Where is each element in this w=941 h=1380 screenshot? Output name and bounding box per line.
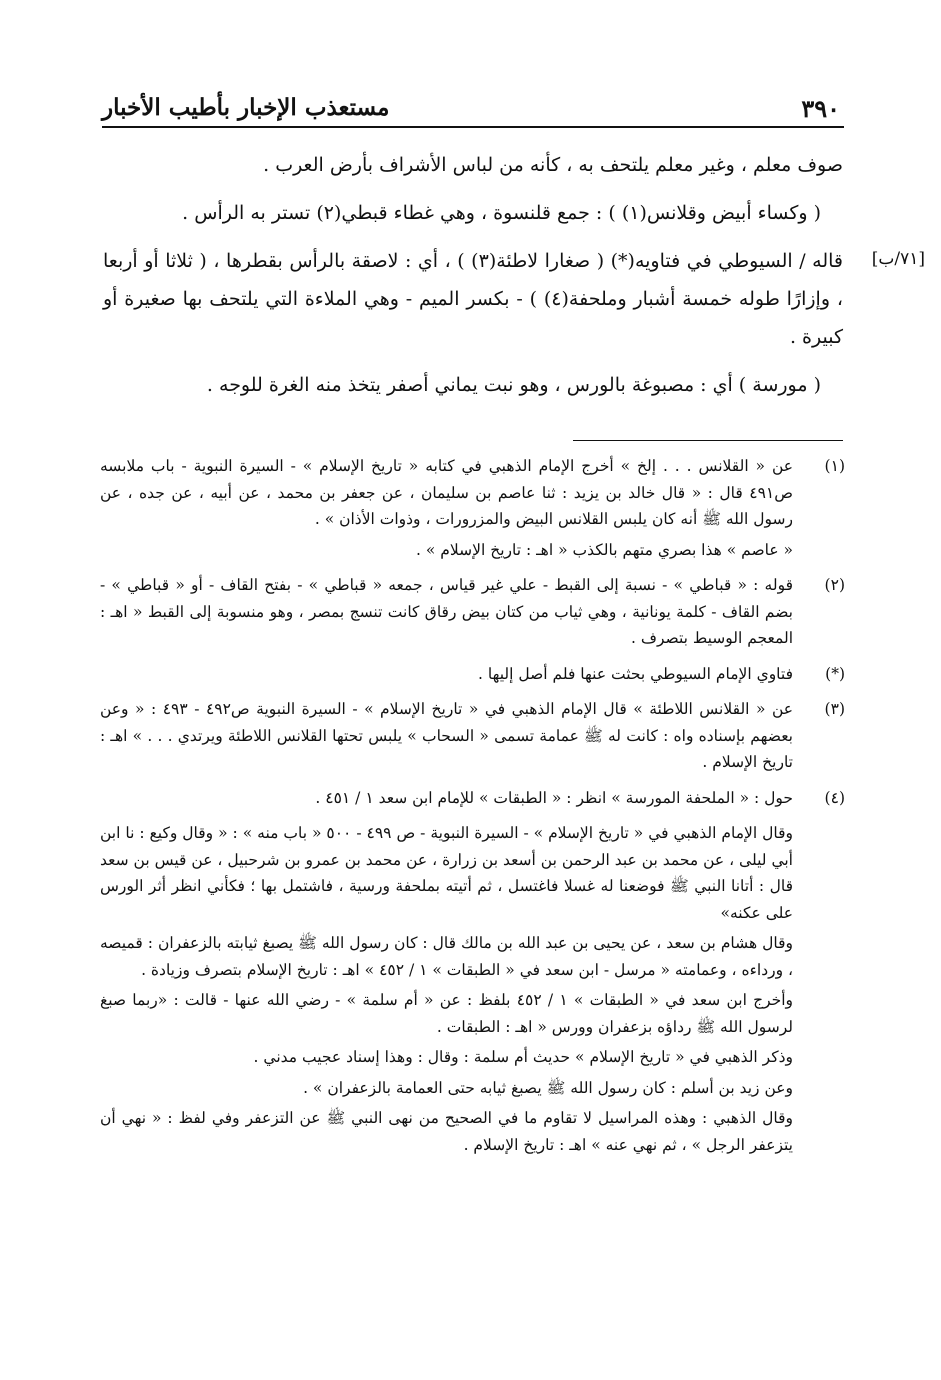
main-paragraph: قاله / السيوطي في فتاويه(*) ( صغارا لاطئة(٣) ) ، أي : لاصقة بالرأس بقطرها ، ( ثلاثا أو أربعا ، وإزارًا طوله خمسة أشبار وملحفة(٤) ) - بكسر الميم - وهي الملاءة التي يلتحف بها صغيرة أو كبيرة .: [103, 250, 844, 348]
footnote-body: [100, 696, 793, 780]
footnote-separator: [573, 440, 843, 441]
footnote-1: [100, 453, 845, 567]
footnote-text: قوله : « قباطي » - نسبة إلى القبط - علي غير قياس ، جمعه « قباطي » - بفتح القاف - أو « قباطي » - بضم القاف - كلمة يونانية ، وهي ثياب من كتان بيض رقاق كانت تنسج بمصر ، وهو منسوبة إلى القبط « اهـ : المعجم الوسيط بتصرف .: [100, 576, 793, 647]
footnote-text: وقال هشام بن سعد ، عن يحيى بن عبد الله بن مالك قال : كان رسول الله ﷺ يصبغ ثيابته بالزعفران : قميصه ، ورداءه ، وعمامته « مرسل - ابن سعد في « الطبقات » ١ / ٤٥٢ » اهـ : تاريخ الإسلام بتصرف وزيادة .: [100, 934, 793, 979]
footnote-text: عن « القلانس . . . إلخ » أخرج الإمام الذهبي في كتابه « تاريخ الإسلام » - السيرة النبوية - باب ملابسه ص٤٩١ قال : « قال خالد بن يزيد : ثنا عاصم بن سليمان ، عن جعفر بن محمد ، عن أبيه ، عن جده ، عن رسول الله ﷺ أنه كان يلبس القلانس البيض والمزرورات ، وذوات الأذان » .: [100, 457, 793, 528]
footnote-number: (٢): [824, 576, 845, 594]
footnote-text: وقال الذهبي : وهذه المراسيل لا تقاوم ما في الصحيح من نهى النبي ﷺ عن التزعفر وفي لفظ : « نهي أن يتزعفر الرجل » ، ثم نهي عنه » اهـ : تاريخ الإسلام .: [100, 1109, 793, 1154]
footnote-body: [100, 453, 793, 567]
footnote-body: [100, 572, 793, 656]
footnote-number: (١): [824, 457, 845, 475]
footnote-text: « عاصم » هذا بصري متهم بالكذب « اهـ : تاريخ الإسلام » .: [416, 540, 793, 559]
footnote-text: عن « القلانس اللاطئة » قال الإمام الذهبي في « تاريخ الإسلام » - السيرة النبوية ص٤٩٢ - ٤٩٣ : « وعن بعضهم بإسناده واه : كانت له ﷺ عمامة تسمى « السحاب » يلبس تحتها القلانس اللاطئة ويرتدي . . . » اهـ : تاريخ الإسلام .: [100, 700, 793, 771]
page-header: [102, 90, 844, 128]
footnotes: [100, 453, 845, 1162]
footnote-4: [100, 785, 845, 816]
footnote-text: وقال الإمام الذهبي في « تاريخ الإسلام » - السيرة النبوية - ص ٤٩٩ - ٥٠٠ « باب منه » : « وقال وكيع : نا ابن أبي ليلى ، عن محمد بن عبد الرحمن بن أسعد بن زرارة ، عن محمد بن عمرو بن شرحبيل ، عن قيس بن سعد قال : أتانا النبي ﷺ فوضعنا له غسلا فاغتسل ، ثم أتيته بملحفة ورسية ، فاشتمل بها ؛ فكأني انظر أثر الورس على عكنه»: [100, 824, 794, 922]
main-paragraph: ( وكساء أبيض وقلانس(١) ) : جمع قلنسوة ، وهي غطاء قبطي(٢) تستر به الرأس .: [182, 202, 821, 224]
footnote-number: (٣): [824, 700, 845, 718]
footnote-number: (٤): [824, 788, 845, 807]
footnote-4-continuation: [100, 820, 793, 1158]
main-text: [103, 146, 843, 414]
footnote-text: وذكر الذهبي في « تاريخ الإسلام » حديث أم سلمة : وقال : وهذا إسناد عجيب مدني .: [253, 1048, 793, 1066]
main-paragraph: صوف معلم ، وغير معلم يلتحف به ، كأنه من لباس الأشراف بأرض العرب .: [263, 154, 843, 176]
footnote-text: وعن زيد بن أسلم : كان رسول الله ﷺ يصبغ ثيابه حتى العمامة بالزعفران » .: [303, 1078, 793, 1097]
footnote-body: [100, 785, 793, 816]
footnote-2: [100, 572, 845, 656]
footnote-star: [100, 661, 845, 692]
footnote-text: فتاوي الإمام السيوطي بحثت عنها فلم أصل إليها .: [478, 664, 793, 683]
main-paragraph: ( مورسة ) أي : مصبوغة بالورس ، وهو نبت يماني أصفر يتخذ منه الغرة للوجه .: [206, 374, 821, 396]
running-title: مستعذب الإخبار بأطيب الأخبار: [102, 94, 390, 121]
footnote-body: [100, 661, 793, 692]
footnote-3: [100, 696, 845, 780]
footnote-number: (*): [825, 664, 845, 683]
page-number: ٣٩٠: [801, 94, 840, 123]
footnote-text: حول : « الملحفة المورسة » انظر : « الطبقات » للإمام ابن سعد ١ / ٤٥١ .: [315, 788, 793, 807]
footnote-text: وأخرج ابن سعد في « الطبقات » ١ / ٤٥٢ بلفظ : عن « أم سلمة » - رضي الله عنها - قالت : «ربما صبغ لرسول الله ﷺ رداؤه بزعفران وورس « اهـ : الطبقات .: [100, 991, 794, 1036]
margin-folio-note: [٧١/ب]: [871, 249, 925, 269]
